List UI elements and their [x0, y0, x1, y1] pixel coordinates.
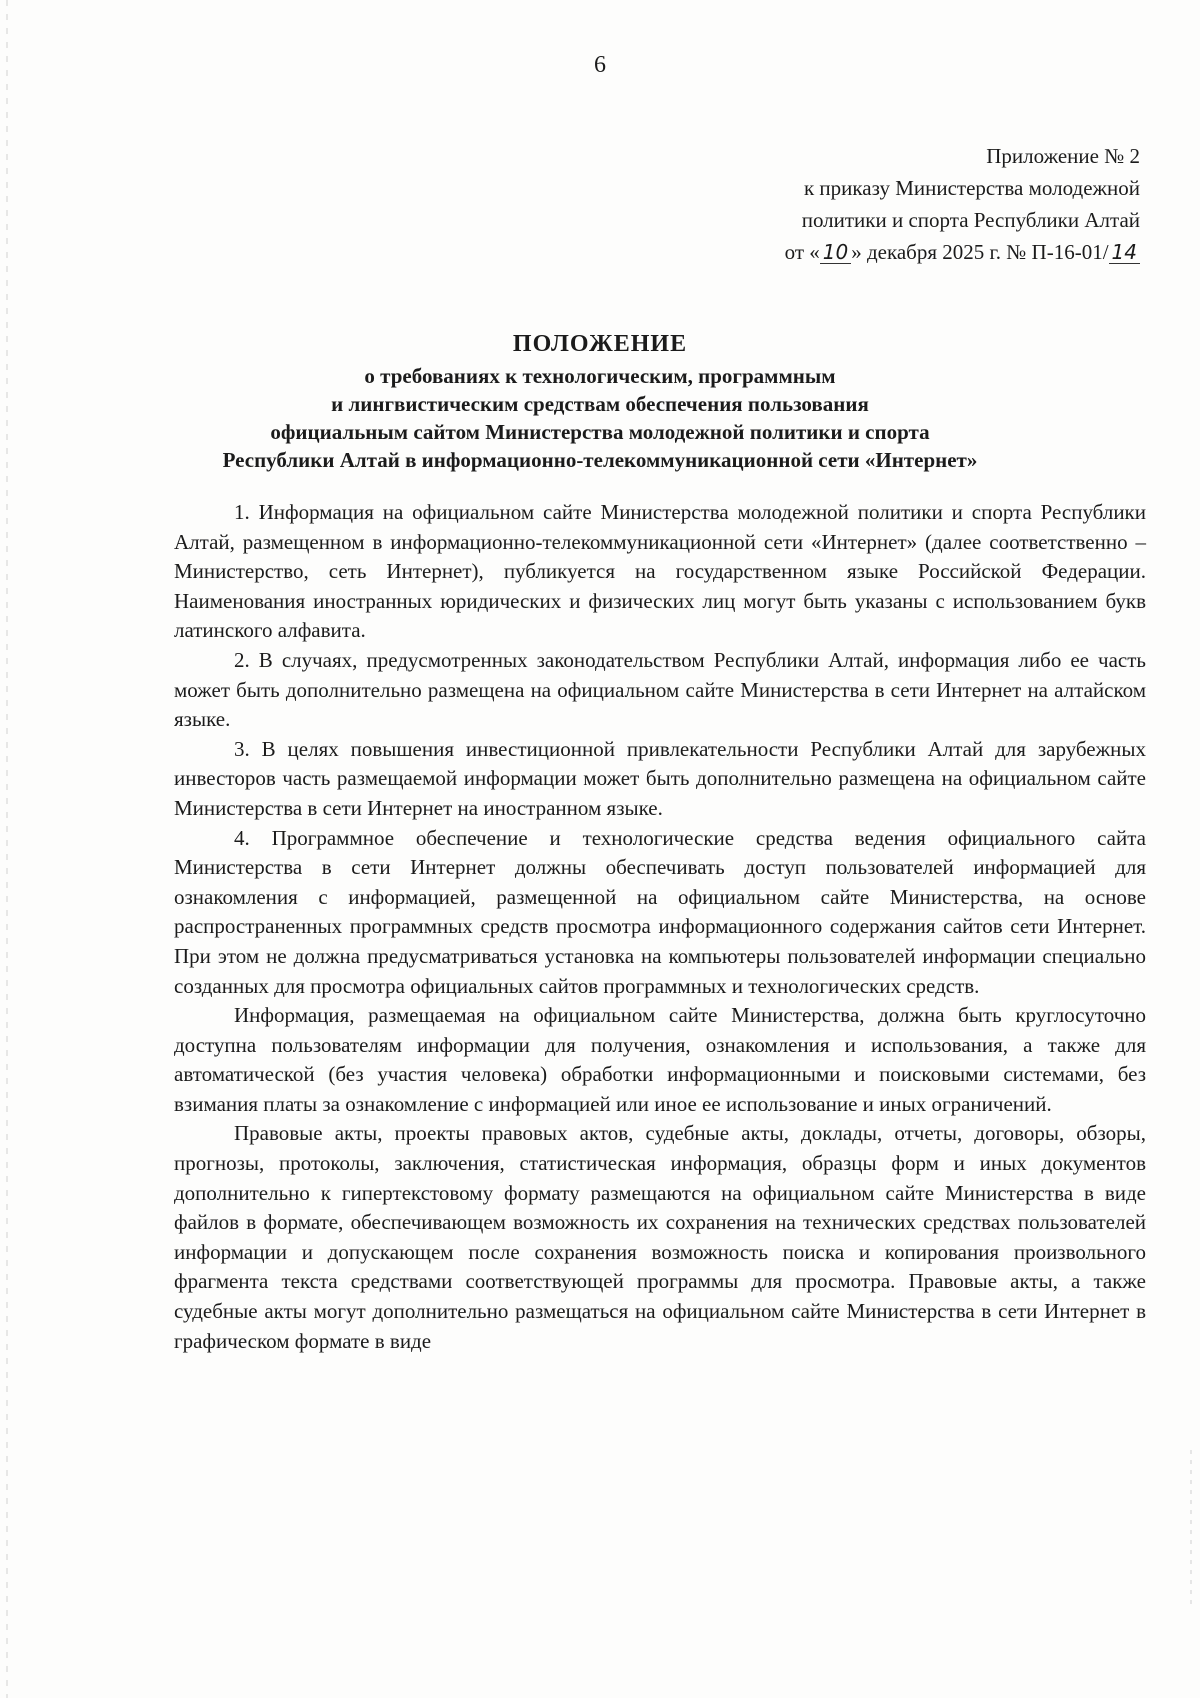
scan-edge-left: [6, 0, 8, 1698]
paragraph-2: 2. В случаях, предусмотренных законодательством Республики Алтай, информация либо ее часть может быть дополнительно размещена на официальном сайте Министерства в сети Интернет на алтайском языке.: [174, 647, 1146, 732]
appendix-date-line: [620, 236, 1140, 268]
paragraph-4: 4. Программное обеспечение и технологические средства ведения официального сайта Министерства в сети Интернет должны обеспечивать доступ пользователей информацией для ознакомления с информацией, размещенной на официальном сайте Министерства, на основе распространенных программных средств просмотра информационного содержания сайтов сети Интернет. При этом не должна предусматриваться установка на компьютеры пользователей информации специально созданных для просмотра официальных сайтов программных и технологических средств.: [174, 825, 1146, 998]
paragraph-5: Информация, размещаемая на официальном сайте Министерства, должна быть круглосуточно доступна пользователям информации для получения, ознакомления и использования, а также для автоматической (без участия человека) обработки информационными и поисковыми системами, без взимания платы за ознакомление с информацией или иное ее использование и иных ограничений.: [174, 1003, 1146, 1116]
paragraph-6: Правовые акты, проекты правовых актов, судебные акты, доклады, отчеты, договоры, обзоры, прогнозы, протоколы, заключения, статистическая информация, образцы форм и иных документов дополнительно к гипертекстовому формату размещаются на официальном сайте Министерства в виде файлов в формате, обеспечивающем возможность их сохранения на технических средствах пользователей информации и допускающем после сохранения возможность поиска и копирования произвольного фрагмента текста средствами соответствующей программы для просмотра. Правовые акты, а также судебные акты могут дополнительно размещаться на официальном сайте Министерства в сети Интернет в графическом формате в виде: [174, 1121, 1146, 1353]
handwritten-day: 10: [820, 241, 851, 264]
handwritten-order-number: 14: [1109, 241, 1140, 264]
appendix-line: к приказу Министерства молодежной: [803, 176, 1140, 200]
title-subline: о требованиях к технологическим, программным: [364, 364, 836, 388]
date-prefix: от «: [784, 240, 820, 264]
date-middle: » декабря 2025 г. № П-16-01/: [851, 240, 1109, 264]
page-number: 6: [594, 52, 606, 78]
title-subline: официальным сайтом Министерства молодежной политики и спорта: [270, 420, 930, 444]
paragraph-1: 1. Информация на официальном сайте Министерства молодежной политики и спорта Республики Алтай, размещенном в информационно-телекоммуникационной сети «Интернет» (далее соответственно – Министерство, сеть Интернет), публикуется на государственном языке Российской Федерации. Наименования иностранных юридических и физических лиц могут быть указаны с использованием букв латинского алфавита.: [174, 500, 1146, 643]
document-title-block: [150, 326, 1050, 474]
scan-edge-right: [1190, 1450, 1192, 1610]
appendix-line: политики и спорта Республики Алтай: [801, 208, 1140, 232]
document-title: ПОЛОЖЕНИЕ: [512, 331, 688, 357]
appendix-header: [620, 140, 1140, 268]
paragraph-3: 3. В целях повышения инвестиционной привлекательности Республики Алтай для зарубежных инвесторов часть размещаемой информации может быть дополнительно размещена на официальном сайте Министерства в сети Интернет на иностранном языке.: [174, 736, 1146, 820]
document-body: [174, 498, 1146, 1356]
title-subline: и лингвистическим средствам обеспечения пользования: [331, 392, 869, 416]
appendix-line: Приложение № 2: [986, 144, 1140, 168]
title-subline: Республики Алтай в информационно-телекоммуникационной сети «Интернет»: [222, 448, 978, 472]
